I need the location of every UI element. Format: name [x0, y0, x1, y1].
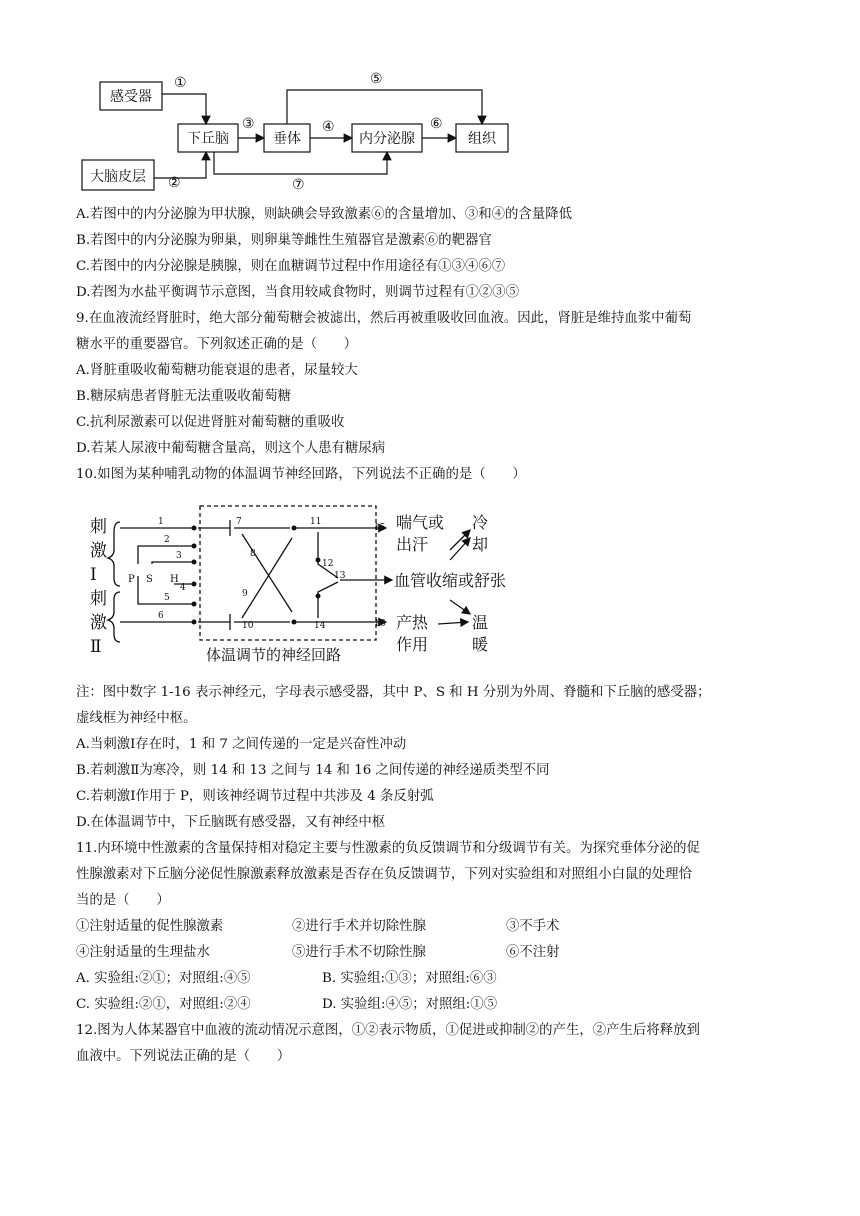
endocrine-regulation-diagram — [78, 66, 518, 196]
q11-item-2: ②进行手术并切除性腺 — [292, 919, 426, 934]
q11-option-d: D. 实验组:④⑤；对照组:①⑤ — [322, 997, 498, 1012]
path-5: ⑤ — [370, 71, 383, 87]
q11-item-1: ①注射适量的促性腺激素 — [76, 919, 224, 934]
q9-stem-line1: 9.在血液流经肾脏时，绝大部分葡萄糖会被滤出，然后再被重吸收回血液。因此，肾脏是维持血浆中葡萄 — [76, 311, 692, 326]
stim1-char1: 刺 — [90, 517, 107, 537]
receptor-s: S — [146, 574, 153, 585]
neuron-5: 5 — [164, 593, 170, 603]
q8-option-c: C.若图中的内分泌腺是胰腺，则在血糖调节过程中作用途径有①③④⑥⑦ — [76, 259, 506, 274]
neuron-13: 13 — [334, 571, 346, 581]
path-2: ② — [168, 175, 181, 191]
neuron-1: 1 — [158, 517, 164, 527]
q11-stem-line2: 性腺激素对下丘脑分泌促性腺激素释放激素是否存在负反馈调节，下列对实验组和对照组小白鼠的处理恰 — [76, 867, 692, 882]
stim2-char2: 激 — [90, 613, 107, 633]
q12-stem-line1: 12.图为人体某器官中血液的流动情况示意图，①②表示物质，①促进或抑制②的产生，②产生后将释放到 — [76, 1023, 700, 1038]
output-heat-line1: 产热 — [396, 613, 429, 632]
thermoregulation-neural-circuit-diagram — [78, 500, 528, 670]
box-gland: 内分泌腺 — [359, 131, 415, 147]
box-tissue: 组织 — [468, 131, 496, 147]
neuron-14: 14 — [314, 621, 326, 631]
q11-option-b: B. 实验组:①③；对照组:⑥③ — [322, 971, 497, 986]
path-1: ① — [174, 75, 187, 91]
q11-item-5: ⑤进行手术不切除性腺 — [292, 945, 426, 960]
result-cool-char1: 冷 — [472, 513, 489, 532]
stim1-char3: Ⅰ — [90, 565, 97, 585]
output-heat-line2: 作用 — [396, 635, 429, 654]
box-receptor: 感受器 — [110, 89, 152, 105]
box-pituitary: 垂体 — [273, 131, 301, 147]
result-cool-char2: 却 — [472, 535, 489, 554]
neuron-16: 16 — [374, 619, 386, 629]
q11-option-c: C. 实验组:②①，对照组:②④ — [76, 997, 251, 1012]
q9-stem-line2: 糖水平的重要器官。下列叙述正确的是（ ） — [76, 337, 358, 352]
output-pant-line2: 出汗 — [396, 535, 429, 554]
box-hypothalamus: 下丘脑 — [187, 131, 229, 147]
path-3: ③ — [242, 116, 255, 132]
q10-option-a: A.当刺激Ⅰ存在时，1 和 7 之间传递的一定是兴奋性冲动 — [76, 737, 407, 752]
q11-stem-line3: 当的是（ ） — [76, 893, 170, 908]
neuron-9: 9 — [242, 589, 248, 599]
q11-stem-line1: 11.内环境中性激素的含量保持相对稳定主要与性激素的负反馈调节和分级调节有关。为探究垂体分泌的促 — [76, 841, 700, 856]
neuron-8: 8 — [250, 549, 256, 559]
neuron-3: 3 — [176, 551, 182, 561]
q10-note-line1: 注：图中数字 1-16 表示神经元，字母表示感受器，其中 P、S 和 H 分别为外周、脊髓和下丘脑的感受器； — [76, 685, 711, 700]
receptor-h: H — [170, 574, 179, 585]
neuron-6: 6 — [158, 611, 164, 621]
q8-option-b: B.若图中的内分泌腺为卵巢，则卵巢等雌性生殖器官是激素⑥的靶器官 — [76, 233, 492, 248]
result-warm-char1: 温 — [472, 613, 489, 632]
neuron-11: 11 — [310, 517, 322, 527]
neuron-15: 15 — [374, 523, 386, 533]
q10-option-b: B.若刺激Ⅱ为寒冷，则 14 和 13 之间与 14 和 16 之间传递的神经递质类型不同 — [76, 763, 550, 778]
neuron-4: 4 — [180, 583, 186, 593]
q10-stem: 10.如图为某种哺乳动物的体温调节神经回路，下列说法不正确的是（ ） — [76, 467, 526, 482]
q8-option-a: A.若图中的内分泌腺为甲状腺，则缺碘会导致激素⑥的含量增加、③和④的含量降低 — [76, 207, 572, 222]
q8-option-d: D.若图为水盐平衡调节示意图，当食用较咸食物时，则调节过程有①②③⑤ — [76, 285, 520, 300]
neuron-7: 7 — [236, 517, 242, 527]
q11-item-3: ③不手术 — [506, 919, 560, 934]
receptor-p: P — [128, 574, 135, 585]
q12-stem-line2: 血液中。下列说法正确的是（ ） — [76, 1049, 291, 1064]
path-7: ⑦ — [292, 177, 305, 193]
q10-option-c: C.若刺激Ⅰ作用于 P，则该神经调节过程中共涉及 4 条反射弧 — [76, 789, 434, 804]
output-pant-line1: 喘气或 — [396, 513, 445, 532]
neuron-2: 2 — [164, 535, 170, 545]
diagram-caption: 体温调节的神经回路 — [206, 646, 342, 664]
box-cortex: 大脑皮层 — [90, 169, 146, 185]
stim2-char1: 刺 — [90, 589, 107, 609]
q9-option-a: A.肾脏重吸收葡萄糖功能衰退的患者，尿量较大 — [76, 363, 358, 378]
q10-option-d: D.在体温调节中，下丘脑既有感受器，又有神经中枢 — [76, 815, 386, 830]
q11-item-4: ④注射适量的生理盐水 — [76, 945, 210, 960]
neuron-10: 10 — [242, 621, 254, 631]
output-vessel: 血管收缩或舒张 — [394, 571, 507, 590]
q11-option-a: A. 实验组:②①；对照组:④⑤ — [76, 971, 251, 986]
stim2-char3: Ⅱ — [90, 637, 102, 657]
stim1-char2: 激 — [90, 541, 107, 561]
q9-option-c: C.抗利尿激素可以促进肾脏对葡萄糖的重吸收 — [76, 415, 345, 430]
path-6: ⑥ — [430, 116, 443, 132]
q9-option-d: D.若某人尿液中葡萄糖含量高，则这个人患有糖尿病 — [76, 441, 386, 456]
q11-item-6: ⑥不注射 — [506, 945, 560, 960]
result-warm-char2: 暖 — [472, 635, 489, 654]
path-4: ④ — [322, 119, 335, 135]
q9-option-b: B.糖尿病患者肾脏无法重吸收葡萄糖 — [76, 389, 291, 404]
q10-note-line2: 虚线框为神经中枢。 — [76, 711, 197, 726]
neuron-12: 12 — [322, 559, 334, 569]
